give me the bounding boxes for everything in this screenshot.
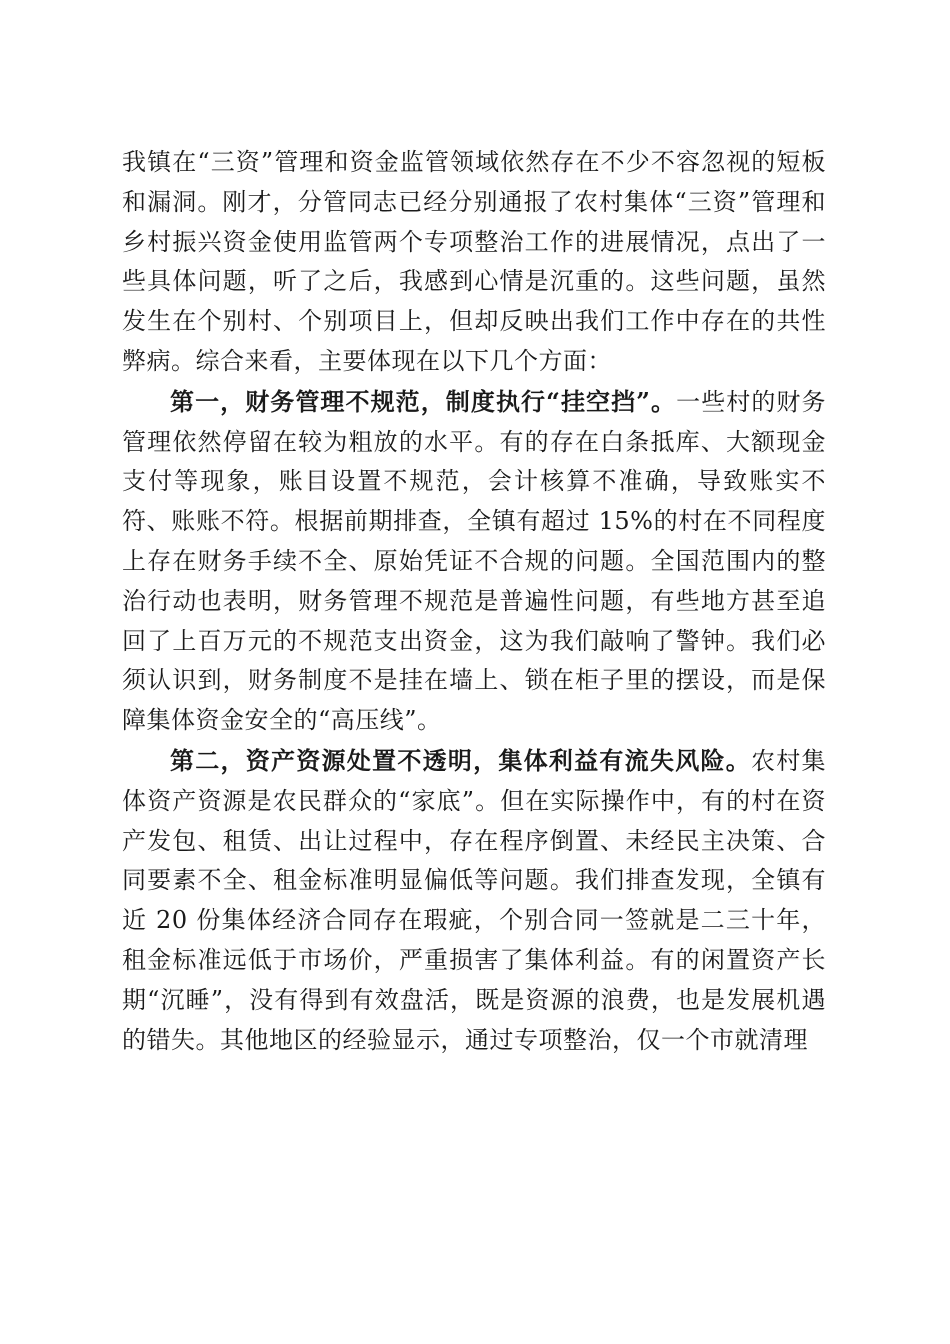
document-body: [122, 143, 826, 1060]
paragraph-intro: [122, 143, 826, 382]
paragraph-point-two-text: 农村集体资产资源是农民群众的“家底”。但在实际操作中，有的村在资产发包、租赁、出让过程中，存在程序倒置、未经民主决策、合同要素不全、租金标准明显偏低等问题。我们排查发现，全镇有近 20 份集体经济合同存在瑕疵，个别合同一签就是二三十年，租金标准远低于市场价，严重损害了集体利益。有的闲置资产长期“沉睡”，没有得到有效盘活，既是资源的浪费，也是发展机遇的错失。其他地区的经验显示，通过专项整治，仅一个市就清理: [122, 746, 827, 1054]
paragraph-point-two-heading: 第二，资产资源处置不透明，集体利益有流失风险。: [170, 745, 751, 775]
paragraph-point-one: [122, 382, 826, 741]
paragraph-point-one-text: 一些村的财务管理依然停留在较为粗放的水平。有的存在白条抵库、大额现金支付等现象，账目设置不规范，会计核算不准确，导致账实不符、账账不符。根据前期排查，全镇有超过 15%的村在不同程度上存在财务手续不全、原始凭证不合规的问题。全国范围内的整治行动也表明，财务管理不规范是普遍性问题，有些地方甚至追回了上百万元的不规范支出资金，这为我们敲响了警钟。我们必须认识到，财务制度不是挂在墙上、锁在柜子里的摆设，而是保障集体资金安全的“高压线”。: [122, 387, 827, 735]
paragraph-intro-text: 我镇在“三资”管理和资金监管领域依然存在不少不容忽视的短板和漏洞。刚才，分管同志已经分别通报了农村集体“三资”管理和乡村振兴资金使用监管两个专项整治工作的进展情况，点出了一些具体问题，听了之后，我感到心情是沉重的。这些问题，虽然发生在个别村、个别项目上，但却反映出我们工作中存在的共性弊病。综合来看，主要体现在以下几个方面：: [122, 148, 826, 375]
paragraph-point-two: [122, 741, 826, 1060]
paragraph-point-one-heading: 第一，财务管理不规范，制度执行“挂空挡”。: [170, 386, 677, 416]
